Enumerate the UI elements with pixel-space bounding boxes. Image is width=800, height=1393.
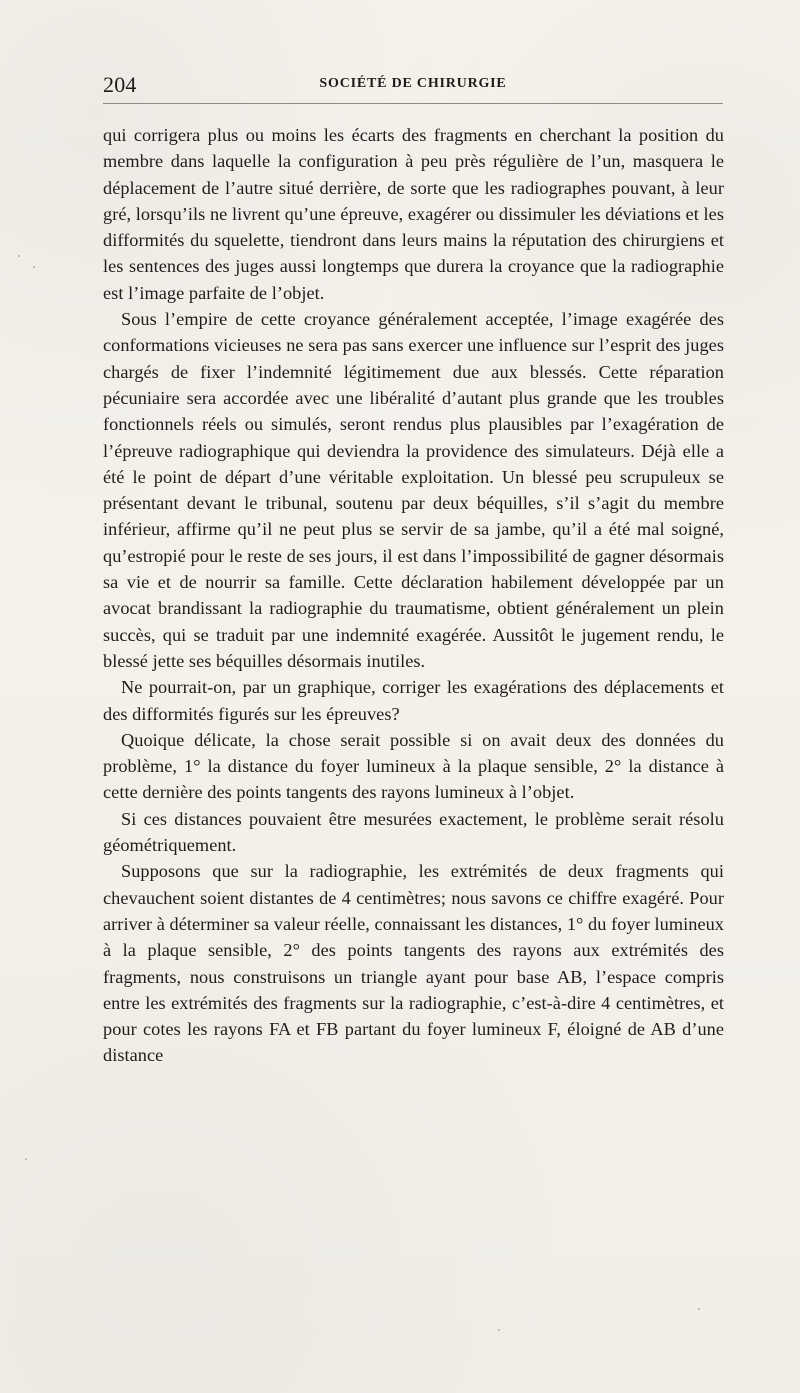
paper-speck xyxy=(698,1308,700,1310)
header-rule xyxy=(103,103,723,104)
paper-speck xyxy=(18,255,20,257)
paragraph-6: Supposons que sur la radiographie, les extrémités de deux fragments qui chevauchent soient distantes de 4 centimètres; nous savons ce chiffre exagéré. Pour arriver à déterminer sa valeur réelle, connaissant les distances, 1° du foyer lumineux à la plaque sensible, 2° des points tangents des rayons aux extrémités des fragments, nous construisons un triangle ayant pour base AB, l’espace compris entre les extrémités des fragments sur la radiographie, c’est-à-dire 4 centimètres, et pour cotes les rayons FA et FB partant du foyer lumineux F, éloigné de AB d’une distance xyxy=(103,861,724,1066)
paper-speck xyxy=(25,1158,27,1160)
paragraph-1: qui corrigera plus ou moins les écarts des fragments en cherchant la position du membre dans laquelle la configuration à peu près régulière de l’un, masquera le déplacement de l’autre situé derrière, de sorte que les radiographes pouvant, à leur gré, lorsqu’ils ne livrent qu’une épreuve, exagérer ou dissimuler les déviations et les difformités du squelette, tiendront dans leurs mains la réputation des chirurgiens et les sentences des juges aussi longtemps que durera la croyance que la radiographie est l’image parfaite de l’objet. xyxy=(103,125,724,303)
paragraph-3: Ne pourrait-on, par un graphique, corriger les exagérations des déplacements et des difformités figurés sur les épreuves? xyxy=(103,677,724,724)
paragraph-4: Quoique délicate, la chose serait possible si on avait deux des données du problème, 1° la distance du foyer lumineux à la plaque sensible, 2° la distance à cette dernière des points tangents des rayons lumineux à l’objet. xyxy=(103,729,724,803)
paper-speck xyxy=(33,266,35,268)
paragraph-5: Si ces distances pouvaient être mesurées exactement, le problème serait résolu géométriquement. xyxy=(103,808,724,856)
main-text xyxy=(103,122,724,1069)
paper-speck xyxy=(498,1329,500,1331)
running-title: SOCIÉTÉ DE CHIRURGIE xyxy=(319,76,507,91)
page-number: 204 xyxy=(103,72,137,97)
page-header xyxy=(103,72,723,97)
paragraph-2: Sous l’empire de cette croyance généralement acceptée, l’image exagérée des conformations vicieuses ne sera pas sans exercer une influence sur l’esprit des juges chargés de fixer l’indemnité légitimement due aux blessés. Cette réparation pécuniaire sera accordée avec une libéralité d’autant plus grande que les troubles fonctionnels réels ou simulés, seront rendus plus plausibles par l’exagération de l’épreuve radiographique qui deviendra la providence des simulateurs. Déjà elle a été le point de départ d’une véritable exploitation. Un blessé peu scrupuleux se présentant devant le tribunal, soutenu par deux béquilles, s’il s’agit du membre inférieur, affirme qu’il ne peut plus se servir de sa jambe, qu’il a été mal soigné, qu’estropié pour le reste de ses jours, il est dans l’impossibilité de gagner désormais sa vie et de nourrir sa famille. Cette déclaration habilement développée par un avocat brandissant la radiographie du traumatisme, obtient généralement un plein succès, qui se traduit par une indemnité exagérée. Aussitôt le jugement rendu, le blessé jette ses béquilles désormais inutiles. xyxy=(103,309,724,671)
